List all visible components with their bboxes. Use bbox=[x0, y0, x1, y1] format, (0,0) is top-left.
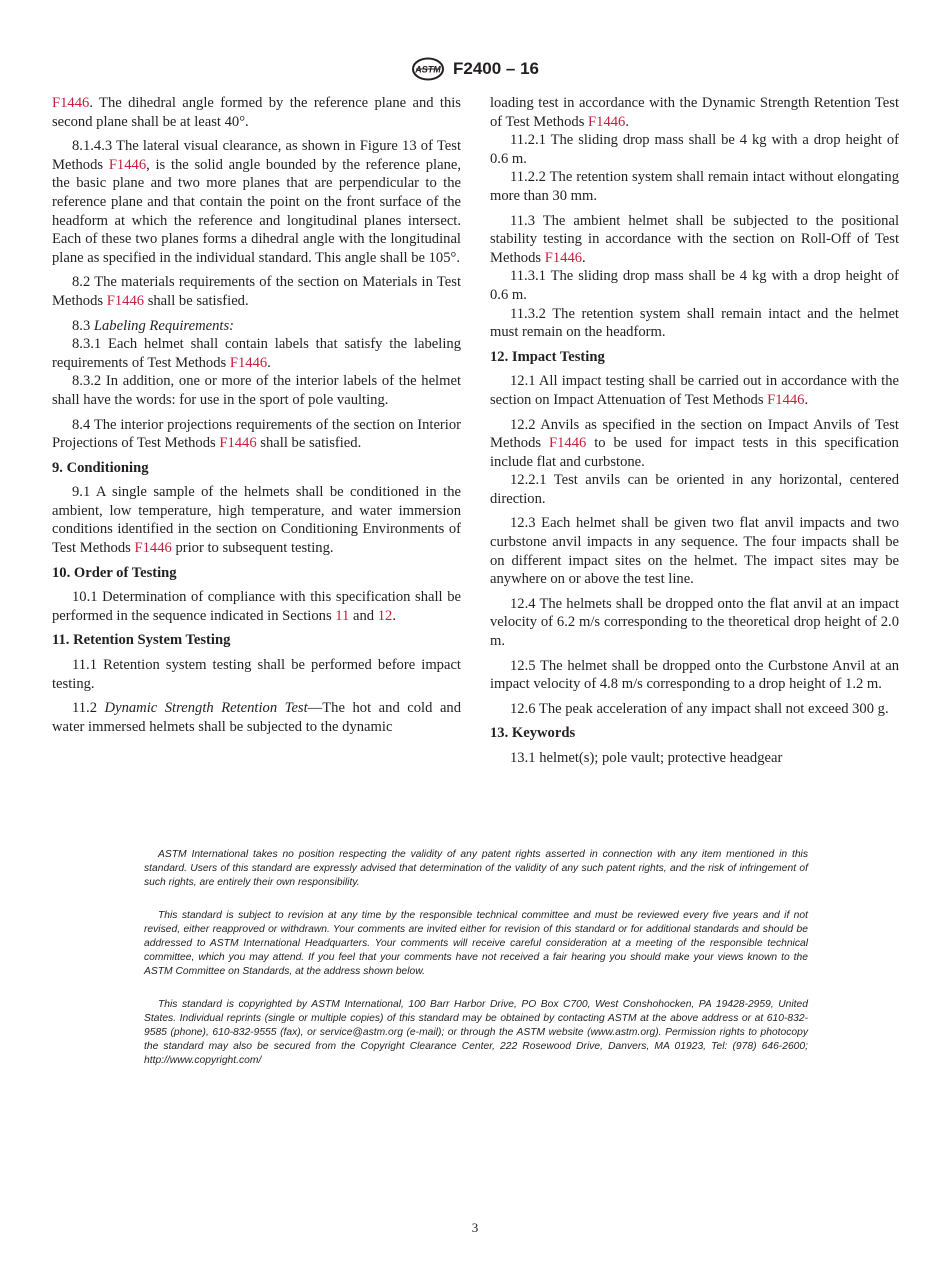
astm-logo-text: ASTM bbox=[415, 64, 441, 75]
reference-link[interactable]: F1446 bbox=[219, 435, 257, 452]
page-header bbox=[0, 56, 950, 82]
paragraph-12-2: 12.2 Anvils as specified in the section on Impact Anvils of Test Methods F1446 to be used for impact tests in this specification include flat and curbstone. bbox=[490, 416, 899, 470]
paragraph-11-3-2: 11.3.2 The retention system shall remain intact and the helmet must remain on the headform. bbox=[490, 305, 899, 341]
paragraph-11-2: 11.2 Dynamic Strength Retention Test—The hot and cold and water immersed helmets shall be subjected to the dynamic bbox=[52, 700, 462, 735]
paragraph-12-3: 12.3 Each helmet shall be given two flat anvil impacts and two curbstone anvil impacts in any sequence. The four impacts shall be on different impact sites on the helmet. The impact sites may be anywhere on or above the test line. bbox=[490, 515, 899, 588]
paragraph-11-2-1: 11.2.1 The sliding drop mass shall be 4 kg with a drop height of 0.6 m. bbox=[490, 132, 899, 167]
paragraph-8-3: 8.3 Labeling Requirements: bbox=[72, 317, 234, 334]
paragraph-8-3-2: 8.3.2 In addition, one or more of the interior labels of the helmet shall have the words: for use in the sport of pole vaulting. bbox=[52, 373, 461, 408]
legal-notices bbox=[144, 848, 808, 1087]
paragraph-11-2-continued: loading test in accordance with the Dynamic Strength Retention Test of Test Methods F1446. bbox=[490, 95, 899, 130]
patent-notice: ASTM International takes no position respecting the validity of any patent rights asserted in connection with any item mentioned in this standard. Users of this standard are expressly advised that determination of the validity of any such patent rights, and the risk of infringement of such rights, are entirely their own responsibility. bbox=[144, 849, 808, 889]
reference-link[interactable]: F1446 bbox=[229, 354, 268, 371]
reference-link[interactable]: F1446 bbox=[767, 391, 805, 408]
section-heading-impact-testing: 12. Impact Testing bbox=[490, 348, 605, 365]
standard-designation: F2400 – 16 bbox=[452, 59, 539, 78]
reference-link[interactable]: F1446 bbox=[544, 249, 583, 266]
paragraph-8-1-4-2-continued: F1446. The dihedral angle formed by the reference plane and this second plane shall be at least 40°. bbox=[52, 95, 461, 130]
reference-link[interactable]: F1446 bbox=[134, 540, 172, 557]
paragraph-12-1: 12.1 All impact testing shall be carried out in accordance with the section on Impact Attenuation of Test Methods F1446. bbox=[490, 373, 899, 408]
paragraph-9-1: 9.1 A single sample of the helmets shall be conditioned in the ambient, low temperature, high temperature, and water immersion conditions identified in the section on Conditioning Environments of Test Methods F1446 prior to subsequent testing. bbox=[52, 484, 461, 557]
section-heading-order-of-testing: 10. Order of Testing bbox=[52, 564, 177, 581]
copyright-notice: This standard is copyrighted by ASTM International, 100 Barr Harbor Drive, PO Box C700, West Conshohocken, PA 19428-2959, United States. Individual reprints (single or multiple copies) of this standard may be obtained by contacting ASTM at the above address or at 610-832-9585 (phone), 610-832-9555 (fax), or service@astm.org (e-mail); or through the ASTM website (www.astm.org). Permission rights to photocopy the standard may also be secured from the Copyright Clearance Center, 222 Rosewood Drive, Danvers, MA 01923, Tel: (978) 646-2600; http://www.copyright.com/ bbox=[144, 998, 808, 1067]
paragraph-11-3-1: 11.3.1 The sliding drop mass shall be 4 kg with a drop height of 0.6 m. bbox=[490, 268, 899, 303]
paragraph-12-5: 12.5 The helmet shall be dropped onto the Curbstone Anvil at an impact velocity of 4.8 m/s corresponding to a drop height of 1.2 m. bbox=[490, 657, 899, 693]
paragraph-11-1: 11.1 Retention system testing shall be performed before impact testing. bbox=[52, 657, 461, 692]
reference-link[interactable]: F1446 bbox=[548, 435, 587, 452]
astm-logo-icon bbox=[411, 57, 445, 81]
page-number: 3 bbox=[471, 1220, 479, 1235]
paragraph-12-6: 12.6 The peak acceleration of any impact shall not exceed 300 g. bbox=[510, 700, 889, 717]
reference-link[interactable]: F1446 bbox=[52, 95, 90, 111]
section-heading-conditioning: 9. Conditioning bbox=[52, 459, 149, 476]
paragraph-8-2: 8.2 The materials requirements of the section on Materials in Test Methods F1446 shall be satisfied. bbox=[52, 274, 461, 309]
left-column bbox=[52, 94, 461, 742]
paragraph-8-3-1: 8.3.1 Each helmet shall contain labels that satisfy the labeling requirements of Test Methods F1446. bbox=[52, 336, 461, 371]
paragraph-13-1: 13.1 helmet(s); pole vault; protective headgear bbox=[510, 750, 783, 766]
paragraph-8-1-4-3: 8.1.4.3 The lateral visual clearance, as shown in Figure 13 of Test Methods F1446, is the solid angle bounded by the reference plane, the basic plane and two more planes that are perpendicular to the reference plane and that contain the point on the front surface of the headform at which the reference and longitudinal planes intersect. Each of these two planes forms a dihedral angle with the longitudinal plane as specified in the individual standard. This angle shall be 105°. bbox=[52, 138, 462, 266]
section-link[interactable]: 11 bbox=[335, 607, 350, 624]
reference-link[interactable]: F1446 bbox=[106, 292, 145, 309]
paragraph-10-1: 10.1 Determination of compliance with this specification shall be performed in the sequence indicated in Sections 11 and 12. bbox=[52, 589, 461, 624]
reference-link[interactable]: F1446 bbox=[108, 156, 147, 173]
paragraph-12-4: 12.4 The helmets shall be dropped onto the flat anvil at an impact velocity of 6.2 m/s corresponding to the theoretical drop height of 2.0 m. bbox=[490, 595, 899, 650]
paragraph-11-3: 11.3 The ambient helmet shall be subjected to the positional stability testing in accordance with the section on Roll-Off of Test Methods F1446. bbox=[490, 212, 899, 266]
paragraph-8-4: 8.4 The interior projections requirements of the section on Interior Projections of Test Methods F1446 shall be satisfied. bbox=[52, 416, 461, 452]
revision-notice: This standard is subject to revision at any time by the responsible technical committee and must be reviewed every five years and if not revised, either reapproved or withdrawn. Your comments are invited either for revision of this standard or for additional standards and should be addressed to ASTM International Headquarters. Your comments will receive careful consideration at a meeting of the responsible technical committee, which you may attend. If you feel that your comments have not received a fair hearing you should make your views known to the ASTM Committee on Standards, at the address shown below. bbox=[144, 909, 808, 978]
paragraph-12-2-1: 12.2.1 Test anvils can be oriented in any horizontal, centered direction. bbox=[490, 472, 899, 507]
section-heading-keywords: 13. Keywords bbox=[490, 725, 576, 742]
section-heading-retention-system-testing: 11. Retention System Testing bbox=[52, 632, 231, 649]
reference-link[interactable]: F1446 bbox=[588, 113, 626, 130]
section-link[interactable]: 12 bbox=[377, 607, 393, 624]
right-column bbox=[490, 94, 899, 774]
paragraph-11-2-2: 11.2.2 The retention system shall remain intact without elongating more than 30 mm. bbox=[490, 169, 899, 204]
